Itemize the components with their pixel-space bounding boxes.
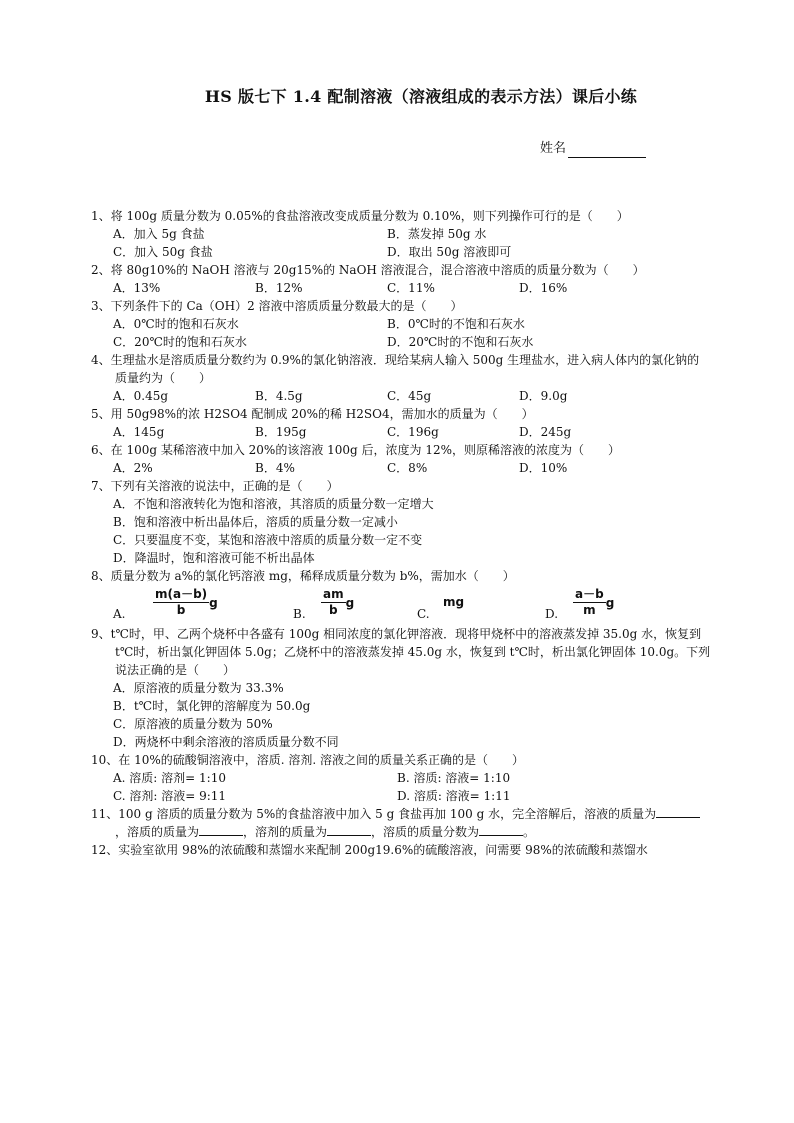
- question-9-option-d: D．两烧杯中剩余溶液的溶质质量分数不同: [113, 735, 339, 749]
- question-11-part-5: 。: [523, 825, 536, 839]
- question-1-options-row1: [91, 225, 711, 243]
- question-4-option-b: B．4.5g: [255, 389, 303, 403]
- question-2-option-a: A．13%: [113, 281, 161, 295]
- answer-blank-solution-mass[interactable]: [656, 805, 700, 818]
- question-4-options: [91, 387, 711, 405]
- answer-blank-solute-mass[interactable]: [199, 823, 243, 836]
- question-3-option-a: A．0℃时的饱和石灰水: [113, 317, 239, 331]
- page-title: HS 版七下 1.4 配制溶液（溶液组成的表示方法）课后小练: [204, 87, 638, 106]
- question-2-options: [91, 279, 711, 297]
- question-9-option-c: C．原溶液的质量分数为 50%: [113, 717, 273, 731]
- question-1-stem: 1、将 100g 质量分数为 0.05%的食盐溶液改变成质量分数为 0.10%，则下列操作可行的是（ ）: [91, 209, 629, 223]
- name-label: 姓名: [540, 141, 567, 156]
- question-5-option-c: C．196g: [387, 425, 439, 439]
- question-5-option-d: D．245g: [519, 425, 572, 439]
- question-4-option-a: A．0.45g: [113, 389, 169, 403]
- question-4-option-c: C．45g: [387, 389, 432, 403]
- question-1-option-d: D．取出 50g 溶液即可: [387, 245, 512, 259]
- question-8-stem: 8、质量分数为 a%的氯化钙溶液 mg，稀释成质量分数为 b%，需加水（ ）: [91, 569, 515, 583]
- question-3-option-b: B．0℃时的不饱和石灰水: [387, 317, 525, 331]
- question-6-option-c: C．8%: [387, 461, 428, 475]
- question-3-options-row1: [91, 315, 711, 333]
- question-9-stem: 9、t℃时，甲、乙两个烧杯中各盛有 100g 相同浓度的氯化钾溶液．现将甲烧杯中的溶液蒸发掉 35.0g 水，恢复到 t℃时，析出氯化钾固体 5.0g；乙烧杯中的溶液蒸发掉 45.0g 水，恢复到 t℃时，析出氯化钾固体 10.0g。下列说法正确的是（ ）: [91, 627, 711, 677]
- question-6-option-b: B．4%: [255, 461, 295, 475]
- question-8-letter-b: B.: [293, 607, 306, 621]
- question-list: [91, 207, 711, 859]
- question-1-option-a: A．加入 5g 食盐: [113, 227, 205, 241]
- question-8-option-b: [293, 585, 393, 625]
- question-8-letter-c: C.: [417, 607, 430, 621]
- question-12-stem: 12、实验室欲用 98%的浓硫酸和蒸馏水来配制 200g19.6%的硫酸溶液，问需要 98%的浓硫酸和蒸馏水: [91, 843, 648, 857]
- question-1-option-c: C．加入 50g 食盐: [113, 245, 213, 259]
- formula-b-numerator: am: [323, 587, 344, 601]
- question-8-options: [91, 585, 711, 625]
- answer-blank-solvent-mass[interactable]: [327, 823, 371, 836]
- question-4-option-d: D．9.0g: [519, 389, 568, 403]
- formula-b-unit: g: [345, 595, 355, 610]
- name-field: [540, 140, 646, 158]
- question-10-option-c: C. 溶剂: 溶液= 9:11: [113, 789, 227, 803]
- formula-d-denominator: m: [583, 603, 596, 617]
- question-10-option-d: D. 溶质: 溶液= 1:11: [397, 789, 511, 803]
- question-4-stem: 4、生理盐水是溶质质量分数约为 0.9%的氯化钠溶液．现给某病人输入 500g 生理盐水，进入病人体内的氯化钠的质量约为（ ）: [91, 353, 700, 385]
- question-1-option-b: B．蒸发掉 50g 水: [387, 227, 487, 241]
- question-10-options-row2: [91, 787, 711, 805]
- question-6-option-a: A．2%: [113, 461, 153, 475]
- question-7-option-c: C．只要温度不变，某饱和溶液中溶质的质量分数一定不变: [113, 533, 423, 547]
- question-8-option-a: [113, 585, 253, 625]
- answer-blank-mass-fraction[interactable]: [479, 823, 523, 836]
- question-7-option-a: A．不饱和溶液转化为饱和溶液，其溶质的质量分数一定增大: [113, 497, 434, 511]
- question-11-part-1: 11、100 g 溶质的质量分数为 5%的食盐溶液中加入 5 g 食盐再加 100 g 水，完全溶解后，溶液的质量为: [91, 807, 657, 821]
- question-2-option-b: B．12%: [255, 281, 303, 295]
- question-10-stem: 10、在 10%的硫酸铜溶液中，溶质. 溶剂. 溶液之间的质量关系正确的是（ ）: [91, 753, 525, 767]
- question-6-stem: 6、在 100g 某稀溶液中加入 20%的该溶液 100g 后，浓度为 12%，则原稀溶液的浓度为（ ）: [91, 443, 621, 457]
- question-8-formula-d: [573, 587, 614, 618]
- question-8-letter-d: D.: [545, 607, 559, 621]
- question-8-letter-a: A.: [113, 607, 126, 621]
- question-10-option-b: B. 溶质: 溶液= 1:10: [397, 771, 511, 785]
- formula-a-numerator: m(a－b): [155, 587, 208, 601]
- formula-a-unit: g: [209, 595, 218, 610]
- question-2-stem: 2、将 80g10%的 NaOH 溶液与 20g15%的 NaOH 溶液混合，混合溶液中溶质的质量分数为（ ）: [91, 263, 645, 277]
- question-3-option-d: D．20℃时的不饱和石灰水: [387, 335, 534, 349]
- question-5-options: [91, 423, 711, 441]
- question-9-option-a: A．原溶液的质量分数为 33.3%: [113, 681, 284, 695]
- formula-c: mg: [443, 595, 465, 609]
- question-3-option-c: C．20℃时的饱和石灰水: [113, 335, 247, 349]
- question-1-options-row2: [91, 243, 711, 261]
- formula-d-numerator: a－b: [575, 587, 604, 601]
- formula-b-denominator: b: [329, 603, 338, 617]
- formula-a-denominator: b: [176, 603, 186, 617]
- question-8-option-c: [417, 585, 517, 625]
- question-11-part-2: ，溶质的质量为: [115, 825, 200, 839]
- question-10-option-a: A. 溶质: 溶剂= 1:10: [113, 771, 226, 785]
- question-2-option-c: C．11%: [387, 281, 435, 295]
- name-blank: [568, 143, 646, 158]
- question-7-option-b: B．饱和溶液中析出晶体后，溶质的质量分数一定减小: [113, 515, 398, 529]
- question-11-part-3: ，溶剂的质量为: [243, 825, 328, 839]
- question-10-options-row1: [91, 769, 711, 787]
- question-3-options-row2: [91, 333, 711, 351]
- formula-d-unit: g: [605, 595, 615, 610]
- question-2-option-d: D．16%: [519, 281, 568, 295]
- question-8-option-d: [545, 585, 665, 625]
- question-3-stem: 3、下列条件下的 Ca（OH）2 溶液中溶质质量分数最大的是（ ）: [91, 299, 463, 313]
- question-8-formula-b: [321, 587, 354, 618]
- question-7-option-d: D．降温时，饱和溶液可能不析出晶体: [113, 551, 315, 565]
- question-5-option-a: A．145g: [113, 425, 165, 439]
- question-9-option-b: B．t℃时，氯化钾的溶解度为 50.0g: [113, 699, 311, 713]
- question-6-options: [91, 459, 711, 477]
- question-8-formula-a: [153, 587, 218, 618]
- question-11-part-4: ，溶质的质量分数为: [371, 825, 480, 839]
- question-6-option-d: D．10%: [519, 461, 568, 475]
- question-7-stem: 7、下列有关溶液的说法中，正确的是（ ）: [91, 479, 339, 493]
- question-5-option-b: B．195g: [255, 425, 307, 439]
- question-11-stem: [91, 805, 711, 841]
- question-5-stem: 5、用 50g98%的浓 H2SO4 配制成 20%的稀 H2SO4，需加水的质量为（ ）: [91, 407, 534, 421]
